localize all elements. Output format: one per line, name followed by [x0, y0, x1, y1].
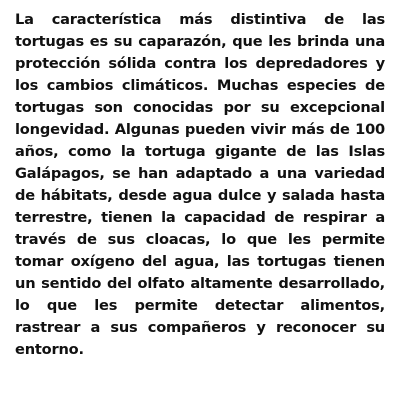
body-paragraph: La característica más distintiva de las tortugas es su caparazón, que les brinda una protección sólida contra los depredadores y los cambios climáticos. Muchas especies de tortugas son conocidas por su excepcional longevidad. Algunas pueden vivir más de 100 años, como la tortuga gigante de las Islas Galápagos, se han adaptado a una variedad de hábitats, desde agua dulce y salada hasta terrestre, tienen la capacidad de respirar a través de sus cloacas, lo que les permite tomar oxígeno del agua, las tortugas tienen un sentido del olfato altamente desarrollado, lo que les permite detectar alimentos, rastrear a sus compañeros y reconocer su entorno.	[15, 11, 385, 358]
